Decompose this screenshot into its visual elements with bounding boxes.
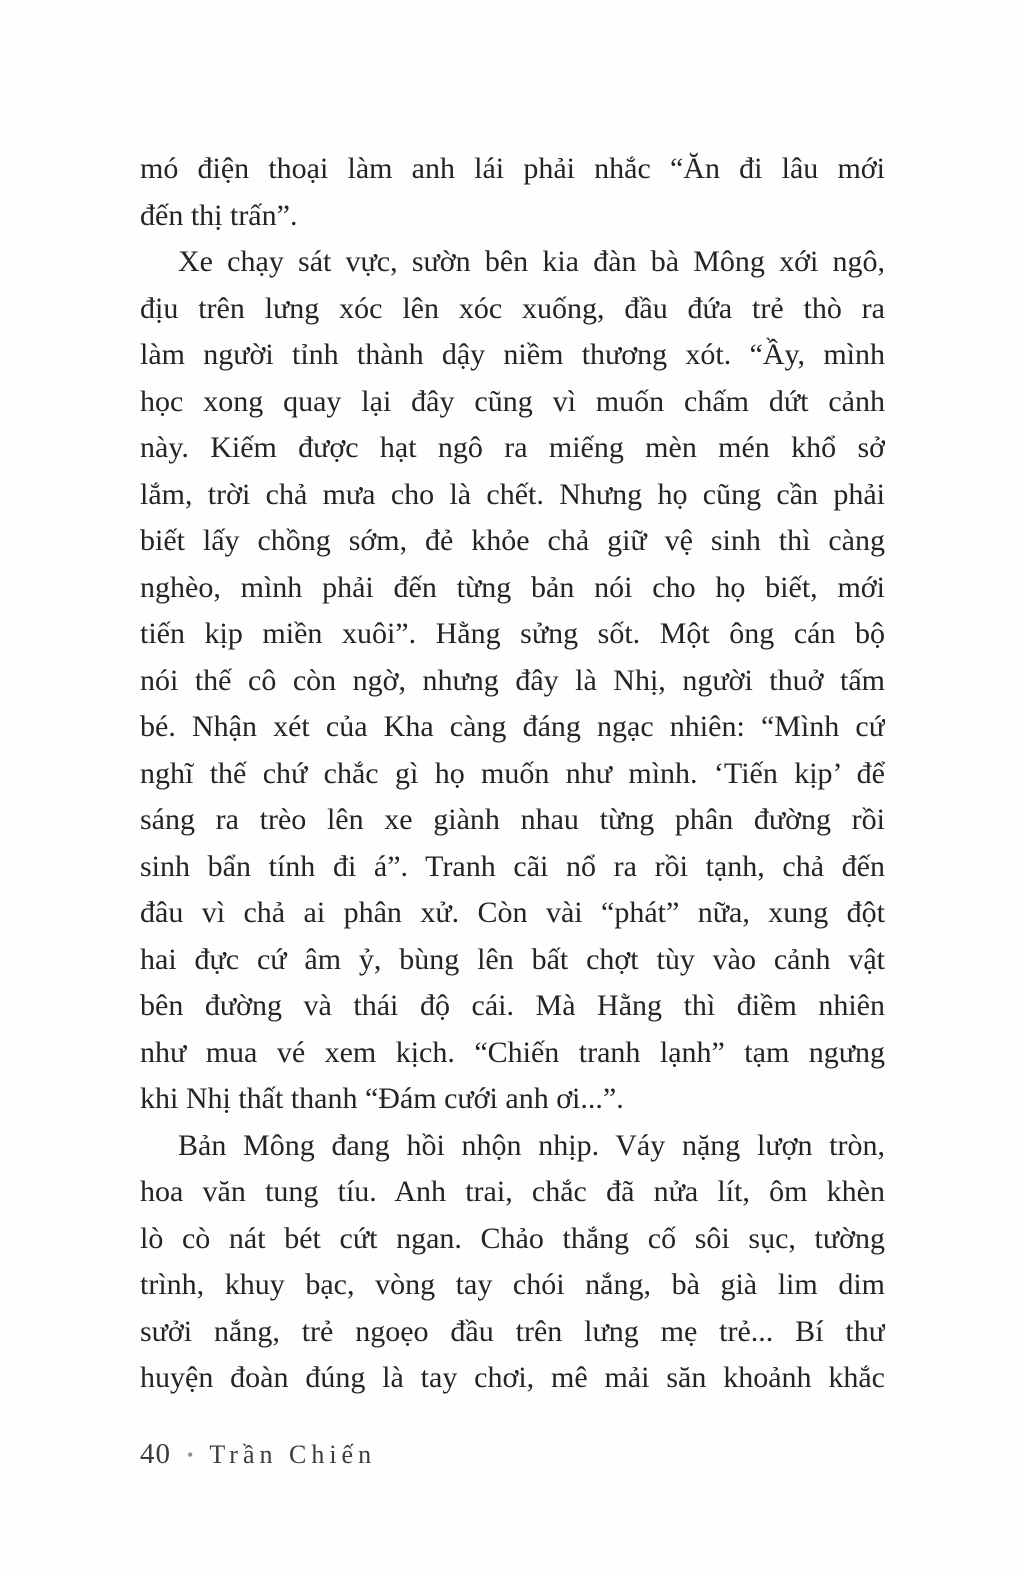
text-line: đâu vì chả ai phân xử. Còn vài “phát” nữa, xung đột (140, 896, 885, 929)
text-line: đến thị trấn”. (140, 198, 298, 232)
text-line: học xong quay lại đây cũng vì muốn chấm dứt cảnh (140, 384, 885, 418)
text-line: huyện đoàn đúng là tay chơi, mê mải săn khoảnh khắc (140, 1361, 885, 1394)
text-line: trình, khuy bạc, vòng tay chói nắng, bà già lim dim (140, 1268, 885, 1301)
text-line: nghĩ thế chứ chắc gì họ muốn như mình. ‘Tiến kịp’ để (140, 756, 885, 790)
text-line: Bản Mông đang hồi nhộn nhịp. Váy nặng lượn tròn, (178, 1128, 885, 1162)
text-line: nói thế cô còn ngờ, nhưng đây là Nhị, người thuở tấm (140, 663, 885, 697)
text-line: biết lấy chồng sớm, đẻ khỏe chả giữ vệ sinh thì càng (140, 524, 885, 557)
body-text (140, 146, 885, 1402)
text-line: làm người tỉnh thành dậy niềm thương xót. “Ầy, mình (140, 338, 885, 371)
page-number: 40 (140, 1438, 171, 1470)
text-line: địu trên lưng xóc lên xóc xuống, đầu đứa trẻ thò ra (140, 291, 885, 325)
text-line: hoa văn tung tíu. Anh trai, chắc đã nửa lít, ôm khèn (140, 1175, 885, 1208)
text-line: nghèo, mình phải đến từng bản nói cho họ biết, mới (140, 570, 885, 604)
text-line: sưởi nắng, trẻ ngoẹo đầu trên lưng mẹ trẻ... Bí thư (140, 1314, 885, 1348)
text-line: bên đường và thái độ cái. Mà Hằng thì điềm nhiên (140, 989, 885, 1022)
page-footer (140, 1438, 376, 1471)
text-line: lắm, trời chả mưa cho là chết. Nhưng họ cũng cần phải (140, 477, 885, 511)
text-line: sáng ra trèo lên xe giành nhau từng phân đường rồi (140, 803, 885, 836)
text-line: này. Kiếm được hạt ngô ra miếng mèn mén khổ sở (140, 431, 885, 464)
separator-dot-icon: • (187, 1444, 194, 1465)
text-line: Xe chạy sát vực, sườn bên kia đàn bà Mông xới ngô, (178, 245, 885, 278)
text-line: mó điện thoại làm anh lái phải nhắc “Ăn đi lâu mới (140, 152, 885, 185)
text-line: hai đực cứ âm ỷ, bùng lên bất chợt tùy vào cảnh vật (140, 942, 885, 976)
text-line: lò cò nát bét cứt ngan. Chảo thắng cố sôi sục, tường (140, 1221, 885, 1255)
text-line: như mua vé xem kịch. “Chiến tranh lạnh” tạm ngưng (140, 1035, 885, 1069)
text-line: sinh bẩn tính đi á”. Tranh cãi nổ ra rồi tạnh, chả đến (140, 849, 885, 883)
text-line: tiến kịp miền xuôi”. Hằng sửng sốt. Một ông cán bộ (140, 617, 885, 650)
text-line: khi Nhị thất thanh “Đám cưới anh ơi...”. (140, 1082, 624, 1115)
text-line: bé. Nhận xét của Kha càng đáng ngạc nhiên: “Mình cứ (140, 710, 885, 743)
author-name: Trần Chiến (209, 1440, 377, 1469)
